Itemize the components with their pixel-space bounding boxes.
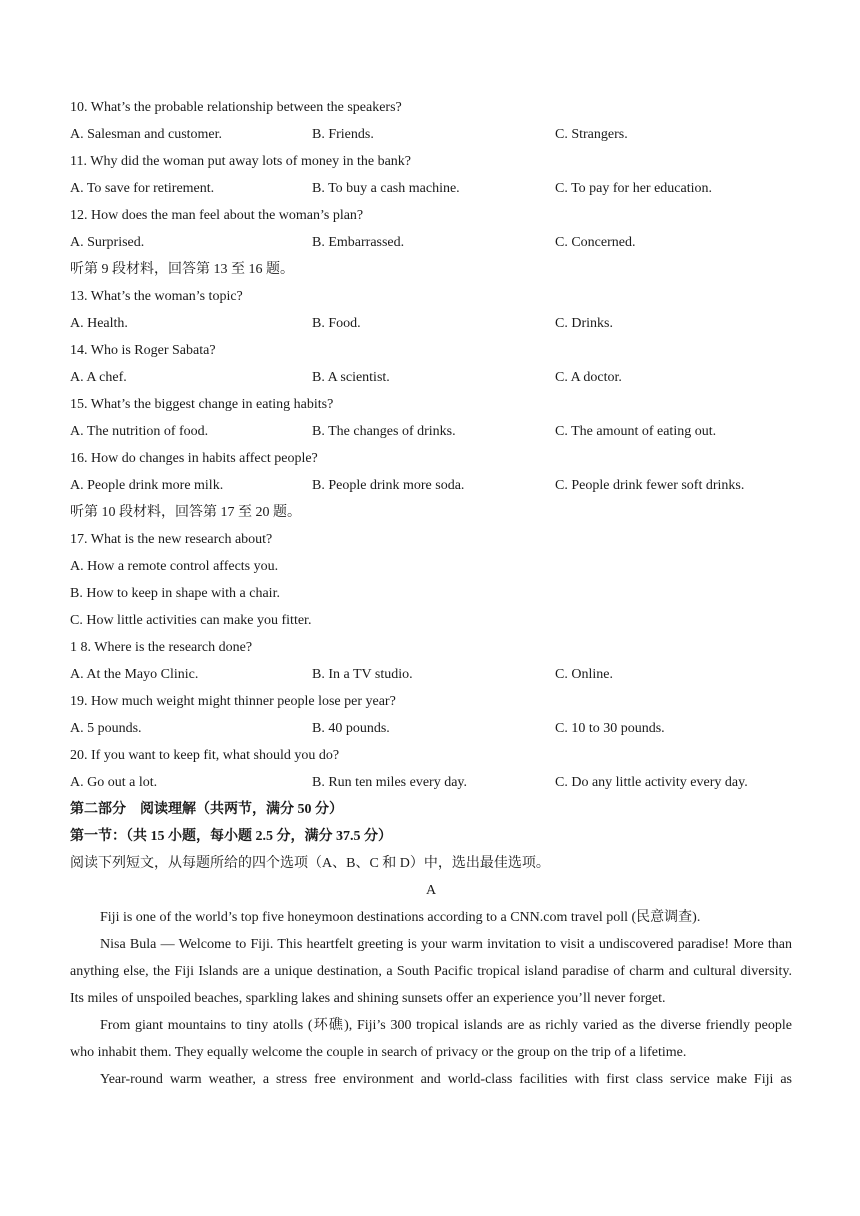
passage-paragraph: From giant mountains to tiny atolls (环礁), Fiji’s 300 tropical islands are as richly varied as the diverse friendly people who inhabit them. They equally welcome the couple in search of privacy or the group on the trip of a lifetime.	[70, 1018, 792, 1060]
option-b: B. Run ten miles every day.	[312, 775, 468, 790]
options-row	[70, 661, 792, 688]
option-c: C. Concerned.	[555, 235, 636, 250]
question-stem: 14. Who is Roger Sabata?	[70, 343, 216, 358]
option-b: B. The changes of drinks.	[312, 424, 456, 439]
option-a: A. The nutrition of food.	[70, 424, 209, 439]
option-b: B. To buy a cash machine.	[312, 181, 460, 196]
passage-paragraph: Year-round warm weather, a stress free environment and world-class facilities with first class service make Fiji as	[100, 1072, 792, 1087]
option-c: C. The amount of eating out.	[555, 424, 717, 439]
options-row	[70, 121, 792, 148]
option-a: A. How a remote control affects you.	[70, 559, 279, 574]
passage-label: A	[425, 883, 437, 898]
passage-paragraph: Nisa Bula — Welcome to Fiji. This heartfelt greeting is your warm invitation to visit a undiscovered paradise! More than anything else, the Fiji Islands are a unique destination, a South Pacific tropical island paradise of charm and cultural diversity. Its miles of unspoiled beaches, sparkling lakes and shining sunsets offer an experience you’ll never forget.	[70, 937, 792, 1006]
option-c: C. People drink fewer soft drinks.	[555, 478, 745, 493]
option-b: B. Embarrassed.	[312, 235, 405, 250]
option-a: A. People drink more milk.	[70, 478, 224, 493]
option-b: B. In a TV studio.	[312, 667, 413, 682]
option-b: B. Friends.	[312, 127, 374, 142]
options-row	[70, 175, 792, 202]
option-c: C. Drinks.	[555, 316, 613, 331]
option-a: A. 5 pounds.	[70, 721, 142, 736]
question-stem: 12. How does the man feel about the woman’s plan?	[70, 208, 364, 223]
passage-paragraph: Fiji is one of the world’s top five honeymoon destinations according to a CNN.com travel poll (民意调查).	[100, 910, 701, 925]
question-stem: 11. Why did the woman put away lots of money in the bank?	[70, 154, 411, 169]
question-17	[70, 526, 792, 634]
option-a: A. Go out a lot.	[70, 775, 158, 790]
options-row	[70, 310, 792, 337]
question-stem: 1 8. Where is the research done?	[70, 640, 253, 655]
option-a: A. Surprised.	[70, 235, 145, 250]
section-instruction-10: 听第 10 段材料，回答第 17 至 20 题。	[70, 505, 301, 520]
part2-heading: 第二部分 阅读理解（共两节，满分 50 分）	[70, 802, 343, 817]
option-c: C. Do any little activity every day.	[555, 775, 748, 790]
question-14	[70, 337, 792, 391]
question-16	[70, 445, 792, 499]
option-c: C. To pay for her education.	[555, 181, 712, 196]
question-11	[70, 148, 792, 202]
section1-heading: 第一节：（共 15 小题，每小题 2.5 分，满分 37.5 分）	[70, 829, 392, 844]
question-stem: 16. How do changes in habits affect people?	[70, 451, 318, 466]
options-row	[70, 418, 792, 445]
option-a: A. Health.	[70, 316, 128, 331]
listening-questions	[70, 94, 792, 1093]
option-a: A. Salesman and customer.	[70, 127, 223, 142]
question-stem: 17. What is the new research about?	[70, 532, 273, 547]
options-row	[70, 769, 792, 796]
option-a: A. To save for retirement.	[70, 181, 215, 196]
question-10	[70, 94, 792, 148]
option-c: C. 10 to 30 pounds.	[555, 721, 665, 736]
question-20	[70, 742, 792, 796]
question-stem: 20. If you want to keep fit, what should you do?	[70, 748, 340, 763]
option-c: C. Online.	[555, 667, 613, 682]
options-row	[70, 229, 792, 256]
options-row	[70, 364, 792, 391]
question-18	[70, 634, 792, 688]
option-b: B. A scientist.	[312, 370, 390, 385]
passage-a	[70, 904, 792, 1093]
reading-instruction: 阅读下列短文，从每题所给的四个选项（A、B、C 和 D）中，选出最佳选项。	[70, 856, 550, 871]
options-row	[70, 472, 792, 499]
section-instruction-9: 听第 9 段材料，回答第 13 至 16 题。	[70, 262, 294, 277]
question-12	[70, 202, 792, 256]
question-stem: 10. What’s the probable relationship between the speakers?	[70, 100, 402, 115]
question-19	[70, 688, 792, 742]
option-c: C. How little activities can make you fitter.	[70, 613, 312, 628]
option-a: A. At the Mayo Clinic.	[70, 667, 199, 682]
option-a: A. A chef.	[70, 370, 127, 385]
option-b: B. How to keep in shape with a chair.	[70, 586, 280, 601]
question-stem: 19. How much weight might thinner people lose per year?	[70, 694, 396, 709]
option-b: B. People drink more soda.	[312, 478, 465, 493]
option-c: C. Strangers.	[555, 127, 628, 142]
option-b: B. Food.	[312, 316, 361, 331]
options-row	[70, 715, 792, 742]
question-stem: 15. What’s the biggest change in eating habits?	[70, 397, 334, 412]
option-b: B. 40 pounds.	[312, 721, 390, 736]
option-c: C. A doctor.	[555, 370, 622, 385]
question-15	[70, 391, 792, 445]
question-stem: 13. What’s the woman’s topic?	[70, 289, 243, 304]
question-13	[70, 283, 792, 337]
